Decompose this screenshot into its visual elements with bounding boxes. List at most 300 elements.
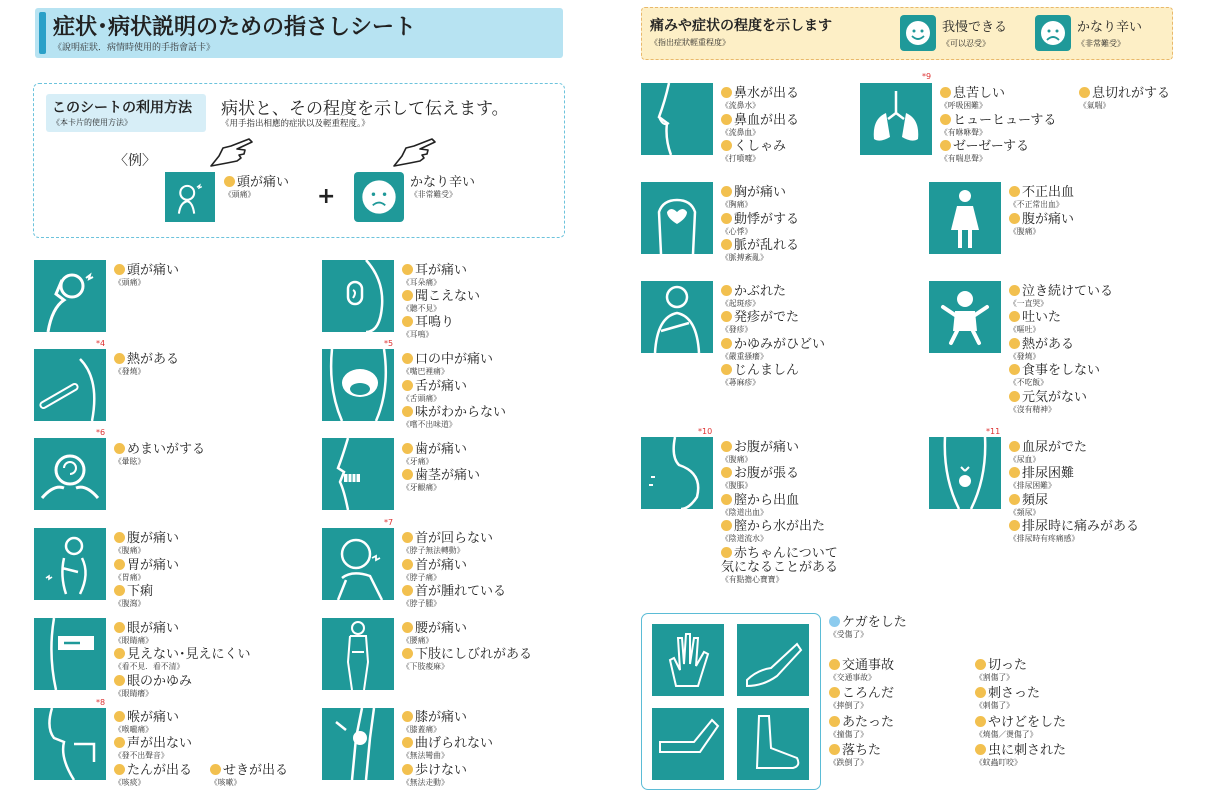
item-translation: 《撞傷了》 [829,730,868,739]
item-translation: 《嘴巴裡痛》 [402,367,449,376]
symptom-item[interactable] [940,135,1029,164]
footnote-marker: *5 [384,339,394,348]
symptom-item[interactable] [1009,280,1113,309]
bullet-dot-icon [721,547,732,558]
footnote-marker: *8 [96,698,106,707]
item-label: 口の中が痛い [415,352,494,367]
item-translation: 《腹瀉》 [114,599,146,608]
bullet-dot-icon [721,520,732,531]
skin-rash-icon [641,281,713,353]
symptom-item[interactable] [114,732,192,761]
item-label: ゼーゼーする [953,139,1030,154]
bullet-dot-icon [721,467,732,478]
bullet-dot-icon [829,687,840,698]
page-subtitle: 《說明症狀．病情時使用的手指會話卡》 [53,43,216,53]
symptom-item[interactable] [402,285,480,314]
bullet-dot-icon [1009,213,1020,224]
bullet-dot-icon [114,585,125,596]
bullet-dot-icon [224,176,235,187]
item-label: 声が出ない [127,736,193,751]
elbow-icon [652,708,724,780]
symptom-item[interactable] [402,580,506,609]
footnote-marker: *4 [96,339,106,348]
item-translation: 《嚴重搔癢》 [721,352,768,361]
symptom-item[interactable] [721,489,799,518]
severe-sub: 《非常難受》 [1077,39,1125,48]
headache-icon [34,260,106,332]
usage-text-sub: 《用手指出相應的症狀以及輕重程度。》 [221,119,370,129]
distress-face-icon [354,172,404,222]
symptom-item[interactable] [1009,359,1100,388]
symptom-item[interactable] [114,527,179,556]
item-translation: 《牙痛》 [402,457,434,466]
item-label: 眼のかゆみ [127,674,193,689]
symptom-item[interactable] [402,643,532,672]
bullet-dot-icon [402,622,413,633]
bullet-dot-icon [402,585,413,596]
item-translation: 《起斑疹》 [721,299,760,308]
bullet-dot-icon [721,311,732,322]
bullet-dot-icon [829,744,840,755]
pointing-hand-icon [392,136,438,170]
bullet-dot-icon [1009,186,1020,197]
item-translation: 《嚐不出味道》 [402,420,457,429]
symptom-item[interactable] [1009,436,1087,465]
lungs-icon [860,83,932,155]
mild-label[interactable]: 我慢できる [942,20,1008,35]
item-label: 歯茎が痛い [415,468,481,483]
item-translation: 《心悸》 [721,227,753,236]
item-translation: 《氣喘》 [1079,101,1111,110]
item-translation: 《有喘息聲》 [940,154,987,163]
bullet-dot-icon [975,687,986,698]
bullet-dot-icon [1009,285,1020,296]
item-translation: 《發疹》 [721,325,753,334]
footnote-marker: *7 [384,518,394,527]
bullet-dot-icon [402,469,413,480]
severe-label[interactable]: かなり辛い [1077,20,1143,35]
item-translation: 《交通事故》 [829,673,876,682]
item-translation: 《眼睛癢》 [114,689,153,698]
symptom-item[interactable] [1009,333,1074,362]
item-label: 味がわからない [415,405,507,420]
item-label: 頭が痛い [237,175,290,190]
symptom-item[interactable] [402,527,493,556]
symptom-item[interactable] [1079,82,1170,111]
bullet-dot-icon [940,87,951,98]
item-translation: 《脖子痛》 [402,573,441,582]
item-translation: 《脖子無法轉動》 [402,546,465,555]
item-translation: 《無法彎曲》 [402,751,449,760]
item-label: 息苦しい [953,86,1006,101]
item-label: ころんだ [842,686,895,701]
bullet-dot-icon [721,87,732,98]
symptom-item[interactable] [721,234,799,263]
item-translation: 《下肢痠麻》 [402,662,449,671]
symptom-item[interactable] [1009,386,1087,415]
item-translation: 《無法走動》 [402,778,449,787]
bullet-dot-icon [1009,364,1020,375]
item-label: 下痢 [127,584,154,599]
item-translation: 《排尿時有疼痛感》 [1009,534,1080,543]
injury-item[interactable] [829,682,894,711]
nose-icon [641,83,713,155]
symptom-item[interactable] [402,759,467,788]
item-label-line2: 気になることがある [721,560,839,575]
item-translation: 《不正常出血》 [1009,200,1064,209]
usage-label-box [46,94,206,132]
symptom-item[interactable] [114,438,205,467]
symptom-item[interactable] [721,181,786,210]
footnote-marker: *10 [698,427,713,436]
item-translation: 《受傷了》 [829,630,868,639]
bullet-dot-icon [721,364,732,375]
stomach-ache-icon [34,528,106,600]
item-translation: 《摔倒了》 [829,701,868,710]
symptom-item[interactable] [402,375,467,404]
item-label: 熱がある [127,352,180,367]
dizziness-icon [34,438,106,510]
bullet-dot-icon [114,264,125,275]
item-translation: 《腹脹》 [721,481,753,490]
item-label: たんが出る [127,763,193,778]
symptom-item[interactable] [402,259,467,288]
item-translation: 《聽不見》 [402,304,441,313]
bullet-dot-icon [940,140,951,151]
symptom-item[interactable] [402,311,454,340]
item-label: やけどをした [988,715,1067,730]
item-translation: 《耳朵痛》 [402,278,441,287]
baby-icon [929,281,1001,353]
bullet-dot-icon [114,737,125,748]
bullet-dot-icon [721,441,732,452]
symptom-item[interactable] [940,82,1005,111]
bullet-dot-icon [114,443,125,454]
item-translation: 《耳鳴》 [402,330,434,339]
injury-item[interactable] [975,654,1027,683]
item-translation: 《喉嚨痛》 [114,725,153,734]
symptom-item[interactable] [721,208,799,237]
item-translation: 《舌頭痛》 [402,394,441,403]
bullet-dot-icon [402,532,413,543]
bullet-dot-icon [721,285,732,296]
example-label: 〈例〉 [114,153,156,169]
bullet-dot-icon [721,114,732,125]
bullet-dot-icon [829,659,840,670]
item-label: お腹が張る [734,466,800,481]
bullet-dot-icon [940,114,951,125]
item-label: 聞こえない [415,289,481,304]
item-translation: 《排尿困難》 [1009,481,1056,490]
item-translation: 《有咻咻聲》 [940,128,987,137]
bullet-dot-icon [1009,311,1020,322]
bullet-dot-icon [721,239,732,250]
item-translation: 《眼睛痛》 [114,636,153,645]
symptom-item[interactable] [114,554,179,583]
symptom-item[interactable] [402,464,480,493]
item-translation: 《燒傷／燙傷了》 [975,730,1038,739]
footnote-marker: *9 [922,72,932,81]
neck-pain-icon [322,528,394,600]
injury-item[interactable] [829,711,894,740]
bullet-dot-icon [114,711,125,722]
item-label: 首が腫れている [415,584,507,599]
item-label: 落ちた [842,743,882,758]
item-label: 腹が痛い [1022,212,1075,227]
item-label: 不正出血 [1022,185,1075,200]
smile-face-icon[interactable] [900,15,936,51]
item-label: 血尿がでた [1022,440,1088,455]
bullet-dot-icon [114,353,125,364]
item-translation: 《咳嗽》 [210,778,242,787]
item-translation: 《腹痛》 [1009,227,1041,236]
bullet-dot-icon [114,764,125,775]
item-label: 頭が痛い [127,263,180,278]
bullet-dot-icon [829,616,840,627]
foot-icon [737,708,809,780]
symptom-item[interactable] [721,542,838,585]
symptom-item[interactable] [721,280,786,309]
symptom-item[interactable] [402,554,467,583]
bullet-dot-icon [402,648,413,659]
item-label: ヒューヒューする [953,113,1057,128]
item-label: 歯が痛い [415,442,468,457]
symptom-item[interactable] [402,401,506,430]
item-translation: 《陰道出血》 [721,508,768,517]
bullet-dot-icon [402,353,413,364]
symptom-item[interactable] [721,515,825,544]
bullet-dot-icon [721,186,732,197]
arm-icon [737,624,809,696]
item-translation: 《有點擔心寶寶》 [721,575,784,584]
item-label: かぶれた [734,284,787,299]
item-translation: 《割傷了》 [975,673,1014,682]
item-label: 耳が痛い [415,263,468,278]
bullet-dot-icon [210,764,221,775]
item-label: 曲げられない [415,736,494,751]
item-translation: 《發燒》 [1009,352,1041,361]
item-translation: 《膝蓋痛》 [402,725,441,734]
item-translation: 《頭痛》 [114,278,146,287]
bullet-dot-icon [1009,391,1020,402]
item-translation: 《嘔吐》 [1009,325,1041,334]
eye-icon [34,618,106,690]
item-label: 赤ちゃんについて [734,546,838,561]
footnote-marker: *11 [986,427,1001,436]
item-label: 膣から出血 [734,493,800,508]
symptom-item[interactable] [114,259,179,288]
pointing-hand-icon [209,136,255,170]
symptom-item[interactable] [114,617,179,646]
item-label: 眼が痛い [127,621,180,636]
severity-subtitle: 《指出症狀輕重程度》 [650,38,730,47]
pregnant-belly-icon [641,437,713,509]
item-translation: 《一直哭》 [1009,299,1048,308]
woman-icon [929,182,1001,254]
item-label: 膣から水が出た [734,519,826,534]
footnote-marker: *6 [96,428,106,437]
symptom-item[interactable] [210,759,288,788]
symptom-item[interactable] [1009,489,1048,518]
item-translation: 《尿血》 [1009,455,1041,464]
symptom-item[interactable] [402,617,467,646]
symptom-item[interactable] [940,109,1056,138]
symptom-item[interactable] [721,135,786,164]
symptom-item[interactable] [1009,306,1061,335]
item-label: 舌が痛い [415,379,468,394]
knee-icon [322,708,394,780]
bullet-dot-icon [114,648,125,659]
item-label: 泣き続けている [1022,284,1114,299]
bullet-dot-icon [1009,441,1020,452]
item-label: 動悸がする [734,212,800,227]
lower-back-icon [322,618,394,690]
item-label: 首が回らない [415,531,494,546]
symptom-item[interactable] [402,706,467,735]
bullet-dot-icon [114,559,125,570]
severity-banner [641,7,1173,60]
item-label: くしゃみ [734,139,787,154]
item-label: 熱がある [1022,337,1075,352]
item-translation: 《咳痰》 [114,778,146,787]
bullet-dot-icon [402,264,413,275]
injury-item[interactable] [829,611,907,640]
usage-label: このシートの利用方法 [52,100,192,116]
item-label: 排尿困難 [1022,466,1075,481]
bladder-icon [929,437,1001,509]
item-translation: 《脖子腫》 [402,599,441,608]
item-translation: 《發不出聲音》 [114,751,169,760]
item-translation: 《胃痛》 [114,573,146,582]
bullet-dot-icon [975,659,986,670]
page-title-banner [35,8,563,58]
open-mouth-icon [322,349,394,421]
bullet-dot-icon [402,290,413,301]
item-label: 排尿時に痛みがある [1022,519,1140,534]
symptom-item[interactable] [1009,515,1139,544]
item-label: 首が痛い [415,558,468,573]
item-label: ケガをした [842,615,907,630]
item-label: 元気がない [1022,390,1088,405]
throat-icon [34,708,106,780]
symptom-item[interactable] [1009,208,1074,237]
item-translation: 《胸痛》 [721,200,753,209]
item-translation: 《沒有精神》 [1009,405,1056,414]
item-translation: 《陰道流水》 [721,534,768,543]
injury-item[interactable] [975,711,1066,740]
symptom-item[interactable] [114,580,153,609]
symptom-item[interactable] [114,643,251,672]
title-accent-bar [39,12,46,54]
injury-item[interactable] [829,739,881,768]
bullet-dot-icon [402,316,413,327]
bullet-dot-icon [721,338,732,349]
usage-label-sub: 《本卡片的使用方法》 [52,118,132,127]
bullet-dot-icon [402,711,413,722]
symptom-item[interactable] [114,706,179,735]
symptom-item[interactable] [402,438,467,467]
symptom-item[interactable] [402,348,493,377]
page-title: 症状･病状説明のための指さしシート [53,15,417,40]
thermometer-icon [34,349,106,421]
injury-icons-box [641,613,821,790]
item-label: 歩けない [415,763,468,778]
item-label: 刺さった [988,686,1041,701]
bullet-dot-icon [402,764,413,775]
bullet-dot-icon [975,716,986,727]
chest-heart-icon [641,182,713,254]
item-label: 膝が痛い [415,710,468,725]
bullet-dot-icon [1079,87,1090,98]
bullet-dot-icon [402,737,413,748]
item-label: 交通事故 [842,658,895,673]
item-label: じんましん [734,363,800,378]
symptom-item[interactable] [721,109,799,138]
injury-item[interactable] [975,739,1066,768]
item-label: 腹が痛い [127,531,180,546]
item-translation: 《呼吸困難》 [940,101,987,110]
item-label: 胃が痛い [127,558,180,573]
bullet-dot-icon [1009,467,1020,478]
distress-face-icon[interactable] [1035,15,1071,51]
headache-example-icon [165,172,215,222]
item-label: 耳鳴り [415,315,455,330]
item-translation: 《流鼻水》 [721,101,760,110]
severity-title: 痛みや症状の程度を示します [650,18,832,34]
symptom-item[interactable] [721,333,825,362]
symptom-item[interactable] [721,359,799,388]
item-label: 腰が痛い [415,621,468,636]
item-translation: 《刺傷了》 [975,701,1014,710]
item-label: あたった [842,715,895,730]
symptom-item[interactable] [114,759,192,788]
item-label: 鼻血が出る [734,113,800,128]
item-translation: 《非常難受》 [410,190,457,199]
item-label: 息切れがする [1092,86,1171,101]
symptom-item[interactable] [114,348,179,377]
symptom-item[interactable] [721,436,799,465]
tooth-icon [322,438,394,510]
symptom-item[interactable] [114,670,192,699]
usage-instructions-box [33,83,565,238]
injury-item[interactable] [829,654,894,683]
item-label: 頻尿 [1022,493,1049,508]
hand-icon [652,624,724,696]
bullet-dot-icon [114,675,125,686]
symptom-item[interactable] [721,462,799,491]
example-severity-item[interactable] [410,171,475,200]
ear-icon [322,260,394,332]
symptom-item[interactable] [721,82,799,111]
item-label: お腹が痛い [734,440,800,455]
symptom-item[interactable] [1009,181,1074,210]
symptom-item[interactable] [1009,462,1074,491]
item-translation: 《蚊蟲叮咬》 [975,758,1022,767]
bullet-dot-icon [402,443,413,454]
symptom-item[interactable] [721,306,799,335]
item-translation: 《看不見．看不清》 [114,662,185,671]
symptom-item[interactable] [402,732,493,761]
bullet-dot-icon [402,380,413,391]
item-label: 発疹がでた [734,310,800,325]
item-label: 脈が乱れる [734,238,800,253]
item-label: かゆみがひどい [734,337,826,352]
bullet-dot-icon [114,532,125,543]
injury-item[interactable] [975,682,1040,711]
item-label: めまいがする [127,442,206,457]
plus-sign: + [317,184,336,209]
example-headache-item[interactable] [224,171,289,200]
